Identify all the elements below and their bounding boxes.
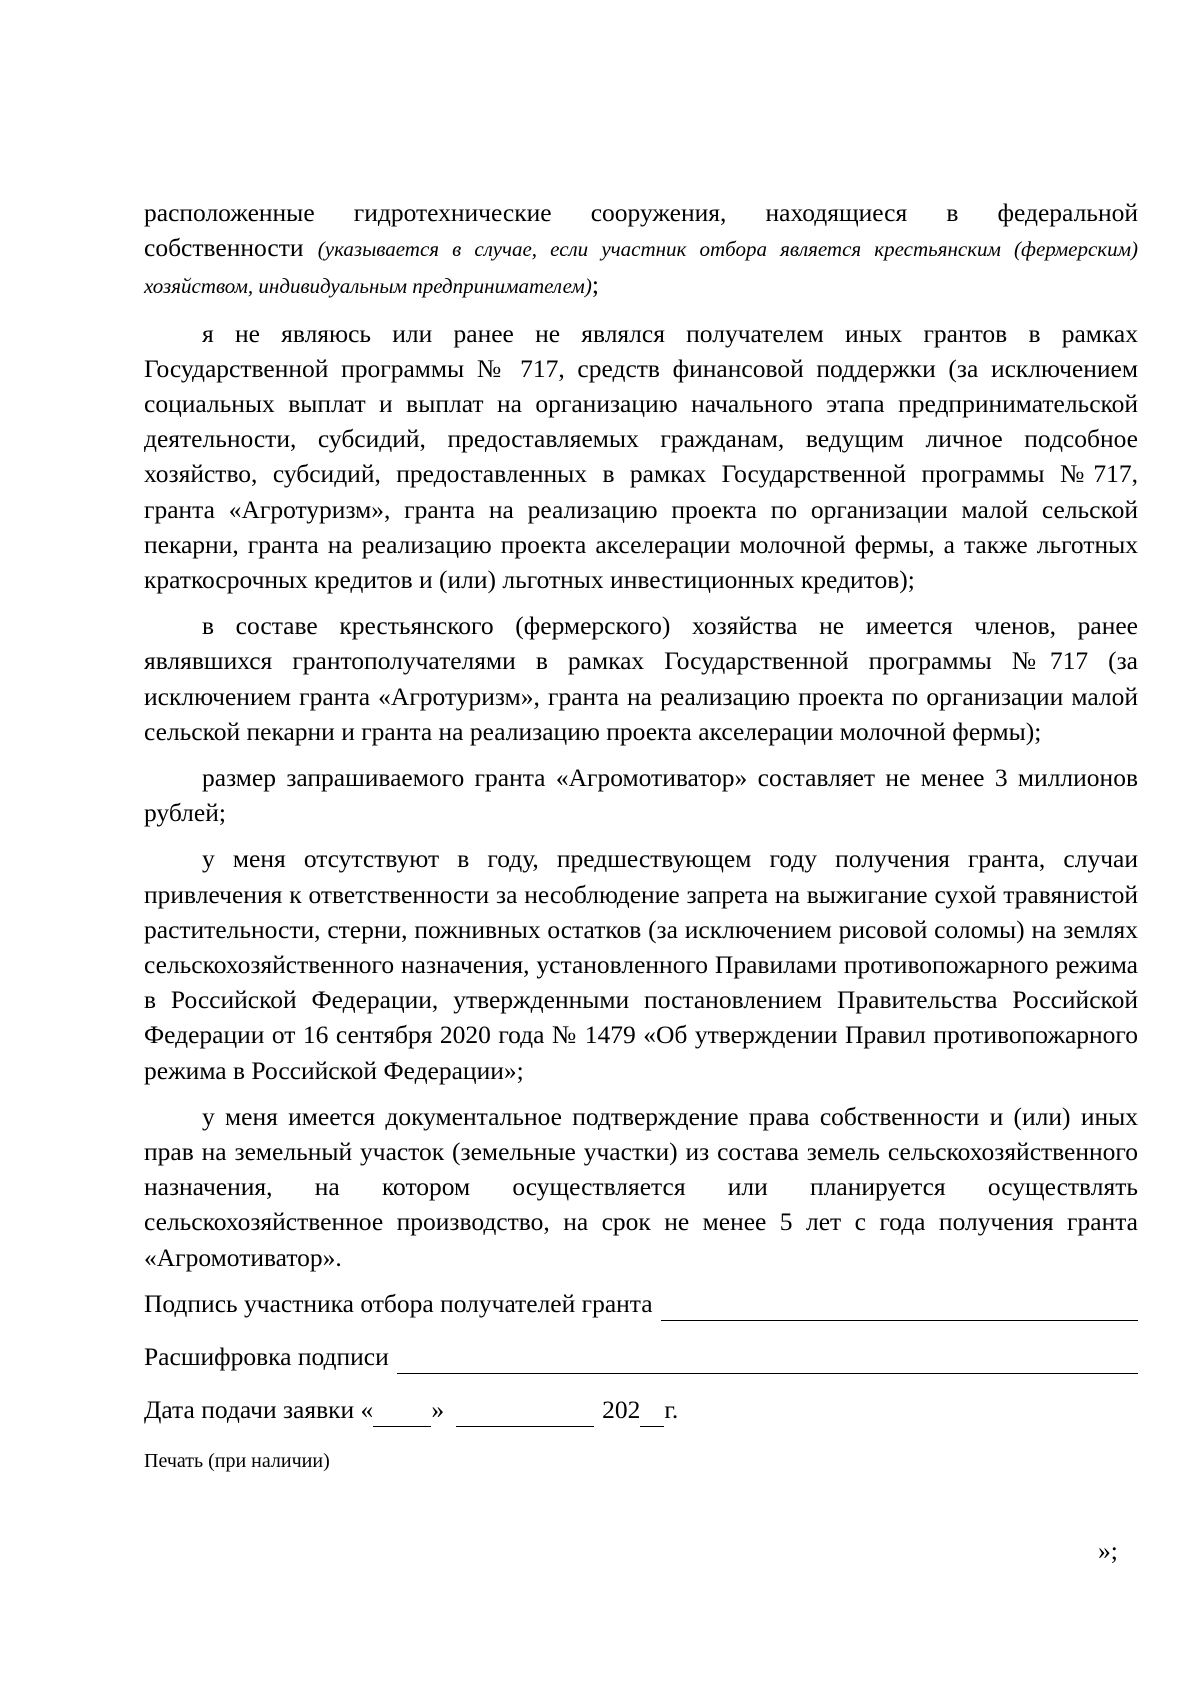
signature-label: Подпись участника отбора получателей гранта <box>144 1288 653 1318</box>
stamp-label: Печать (при наличии) <box>144 1449 330 1472</box>
signature-row <box>144 1286 1138 1321</box>
paragraph-hydro-note: (указывается в случае, если участник отбора является крестьянским (фермерским) хозяйством, индивидуальным предпринимателем) <box>144 237 1138 299</box>
paragraph-hydro-end: ; <box>591 270 599 300</box>
submission-date-label: Дата подачи заявки « <box>144 1394 374 1424</box>
date-day-field[interactable] <box>373 1402 431 1427</box>
paragraph-farm-members: в составе крестьянского (фермерского) хозяйства не имеется членов, ранее являвшихся грантополучателями в рамках Государственной программы №717 (за исключением гранта «Агротуризм», гранта на реализацию проекта по организации малой сельской пекарни и гранта на реализацию проекта акселерации молочной фермы); <box>144 611 1138 746</box>
paragraph-no-other-grants: я не являюсь или ранее не являлся получателем иных грантов в рамках Государственной программы № 717, средств финансовой поддержки (за исключением социальных выплат и выплат на организацию начального этапа предпринимательской деятельности, субсидий, предоставляемых гражданам, ведущим личное подсобное хозяйство, субсидий, предоставленных в рамках Государственной программы №717, гранта «Агротуризм», гранта на реализацию проекта по организации малой сельской пекарни, гранта на реализацию проекта акселерации молочной фермы, а также льготных краткосрочных кредитов и (или) льготных инвестиционных кредитов); <box>144 318 1138 595</box>
submission-date-row <box>144 1392 1138 1427</box>
date-year-field[interactable] <box>640 1402 664 1427</box>
date-month-field[interactable] <box>456 1402 594 1427</box>
date-year-suffix: г. <box>664 1394 679 1424</box>
closing-quote: »; <box>1098 1536 1118 1565</box>
signature-field[interactable] <box>661 1296 1138 1321</box>
paragraph-hydro-structures <box>144 195 1138 305</box>
paragraph-fire-regulations: у меня отсутствуют в году, предшествующем году получения гранта, случаи привлечения к ответственности за несоблюдение запрета на выжигание сухой травянистой растительности, стерни, пожнивных остатков (за исключением рисовой соломы) на землях сельскохозяйственного назначения, установленного Правилами противопожарного режима в Российской Федерации, утвержденными постановлением Правительства Российской Федерации от 16 сентября 2020 года № 1479 «Об утверждении Правил противопожарного режима в Российской Федерации»; <box>144 844 1138 1085</box>
paragraph-hydro-text: расположенные гидротехнические сооружения, находящиеся в федеральной собственности <box>144 198 1138 263</box>
signature-decoding-label: Расшифровка подписи <box>144 1341 389 1371</box>
paragraph-grant-size: размер запрашиваемого гранта «Агромотиватор» составляет не менее 3 миллионов рублей; <box>144 763 1138 828</box>
paragraph-land-rights: у меня имеется документальное подтверждение права собственности и (или) иных прав на земельный участок (земельные участки) из состава земель сельскохозяйственного назначения, на котором осуществляется или планируется осуществлять сельскохозяйственное производство, на срок не менее 5 лет с года получения гранта «Агромотиватор». <box>144 1101 1138 1272</box>
document-body <box>144 195 1138 1475</box>
signature-decoding-field[interactable] <box>397 1349 1138 1374</box>
signature-decoding-row <box>144 1339 1138 1374</box>
date-year-prefix: 202 <box>602 1394 641 1424</box>
date-quote-close: » <box>431 1394 445 1424</box>
